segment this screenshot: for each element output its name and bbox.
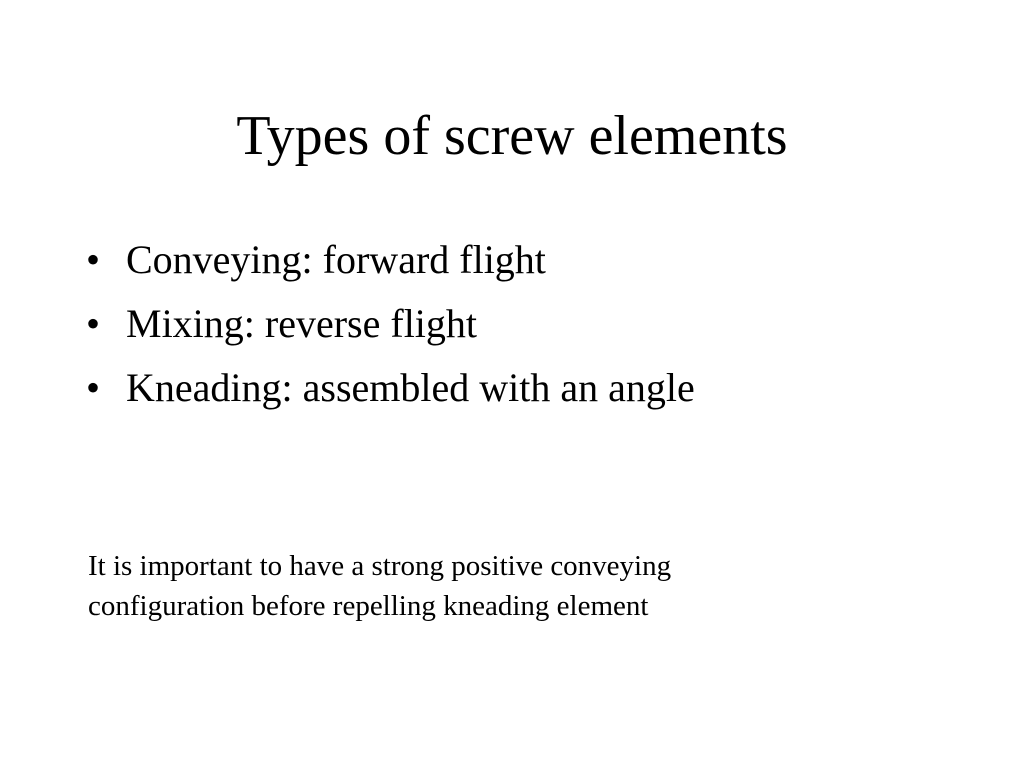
bullet-list [86,228,695,420]
bullet-icon: • [86,301,101,346]
bullet-text: Mixing: reverse flight [126,301,478,346]
bullet-icon: • [86,237,101,282]
bullet-icon: • [86,365,101,410]
bullet-text: Conveying: forward flight [126,237,546,282]
bullet-text: Kneading: assembled with an angle [126,365,695,410]
bullet-item-mixing [86,292,695,356]
note-paragraph [88,546,908,626]
note-line: configuration before repelling kneading element [88,590,649,622]
slide-title: Types of screw elements [236,105,788,167]
bullet-item-kneading [86,356,695,420]
note-line: It is important to have a strong positive conveying [88,550,672,582]
bullet-item-conveying [86,228,695,292]
